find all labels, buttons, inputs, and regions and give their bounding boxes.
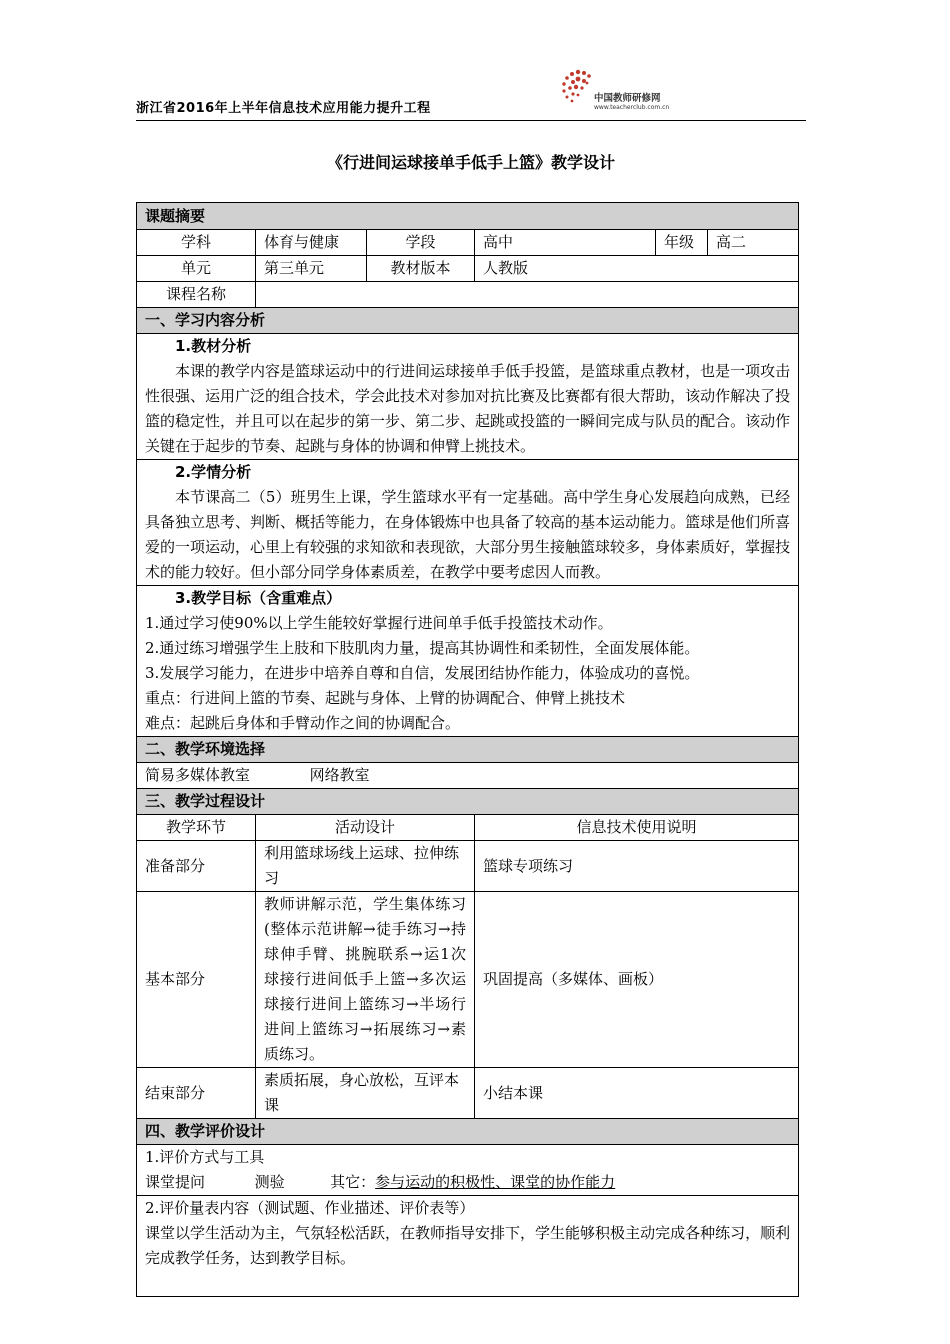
method-test: 测验 [254,1173,285,1191]
section3-heading: 三、教学过程设计 [137,789,799,815]
process-col-activity: 活动设计 [256,815,475,841]
grade-value: 高二 [708,230,799,256]
stage-label: 学段 [367,230,475,256]
logo-dots-icon [561,68,595,108]
goal-item: 3.发展学习能力，在进步中培养自尊和自信，发展团结协作能力，体验成功的喜悦。 [145,664,700,682]
goals-row [137,586,799,737]
page-header [136,68,806,121]
document-title: 《行进间运球接单手低手上篮》教学设计 [326,153,615,172]
stage-value: 高中 [475,230,656,256]
textbook-analysis-text: 本课的教学内容是篮球运动中的行进间运球接单手低手投篮，是篮球重点教材，也是一项攻击性很强、运用广泛的组合技术，学会此技术对参加对抗比赛及比赛都有很大帮助，该动作解决了投篮的稳定性，并且可以在起步的第一步、第二步、起跳或投篮的一瞬间完成与队员的配合。该动作关键在于起步的节奏、起跳与身体的协调和伸臂上挑技术。 [145,362,791,455]
section4-heading-row [137,1119,799,1145]
edition-label: 教材版本 [367,256,475,282]
method-other-value: 参与运动的积极性、课堂的协作能力 [375,1173,616,1191]
site-logo [561,68,711,118]
environment-option-2: 网络教室 [309,766,370,784]
process-row-end [137,1068,799,1119]
textbook-analysis-cell [137,334,799,460]
section2-heading: 二、教学环境选择 [137,737,799,763]
student-analysis-title: 2.学情分析 [175,463,252,481]
unit-label: 单元 [137,256,256,282]
goal-item: 2.通过练习增强学生上肢和下肢肌肉力量，提高其协调性和柔韧性，全面发展体能。 [145,639,700,657]
section2-heading-row [137,737,799,763]
process-header-row [137,815,799,841]
process-row-prep [137,841,799,892]
process-col-stage: 教学环节 [137,815,256,841]
process-stage: 基本部分 [137,892,256,1068]
process-stage: 结束部分 [137,1068,256,1119]
student-analysis-text: 本节课高二（5）班男生上课，学生篮球水平有一定基础。高中学生身心发展趋向成熟，已经具备独立思考、判断、概括等能力，在身体锻炼中也具备了较高的基本运动能力。篮球是他们所喜爱的一项运动，心里上有较强的求知欲和表现欲，大部分男生接触篮球较多，身体素质好，掌握技术的能力较好。但小部分同学身体素质差，在教学中要考虑因人而教。 [145,488,791,581]
evaluation-methods-row [137,1145,799,1196]
evaluation-methods-title: 1.评价方式与工具 [145,1148,265,1166]
process-row-basic [137,892,799,1068]
course-value [256,282,799,308]
process-stage: 准备部分 [137,841,256,892]
environment-row [137,763,799,789]
textbook-analysis-row [137,334,799,460]
edition-value: 人教版 [475,256,799,282]
process-activity: 素质拓展，身心放松，互评本课 [256,1068,475,1119]
goals-title: 3.教学目标（含重难点） [175,589,342,607]
section1-heading: 一、学习内容分析 [137,308,799,334]
process-activity: 教师讲解示范，学生集体练习(整体示范讲解→徒手练习→持球伸手臂、挑腕联系→运1次球接行进间低手上篮→多次运球接行进间上篮练习→半场行进间上篮练习→拓展练习→素质练习。 [256,892,475,1068]
process-it: 篮球专项练习 [475,841,799,892]
goals-cell [137,586,799,737]
evaluation-methods-list [145,1170,790,1195]
summary-row-3 [137,282,799,308]
section3-heading-row [137,789,799,815]
textbook-analysis-title: 1.教材分析 [175,337,252,355]
process-it: 巩固提高（多媒体、画板） [475,892,799,1068]
goal-item: 1.通过学习使90%以上学生能较好掌握行进间单手低手投篮技术动作。 [145,614,613,632]
evaluation-content-cell [137,1196,799,1297]
process-activity: 利用篮球场线上运球、拉伸练习 [256,841,475,892]
summary-heading-row [137,203,799,230]
evaluation-methods-cell [137,1145,799,1196]
subject-value: 体育与健康 [256,230,367,256]
process-it: 小结本课 [475,1068,799,1119]
evaluation-content-title: 2.评价量表内容（测试题、作业描述、评价表等） [145,1199,475,1217]
evaluation-content-row [137,1196,799,1297]
section1-heading-row [137,308,799,334]
lesson-plan-table [136,202,799,1297]
process-col-it: 信息技术使用说明 [475,815,799,841]
logo-url: www.teacherclub.com.cn [594,104,670,111]
summary-heading: 课题摘要 [137,203,799,230]
course-label: 课程名称 [137,282,256,308]
environment-option-1: 简易多媒体教室 [145,766,251,784]
student-analysis-cell [137,460,799,586]
subject-label: 学科 [137,230,256,256]
environment-cell [137,763,799,789]
key-point: 重点：行进间上篮的节奏、起跳与身体、上臂的协调配合、伸臂上挑技术 [145,689,626,707]
difficult-point: 难点：起跳后身体和手臂动作之间的协调配合。 [145,714,461,732]
unit-value: 第三单元 [256,256,367,282]
summary-row-1 [137,230,799,256]
method-questioning: 课堂提问 [145,1173,206,1191]
header-title: 浙江省2016年上半年信息技术应用能力提升工程 [136,101,431,116]
evaluation-content-text: 课堂以学生活动为主，气氛轻松活跃，在教师指导安排下，学生能够积极主动完成各种练习，顺利完成教学任务，达到教学目标。 [145,1224,791,1267]
grade-label: 年级 [656,230,708,256]
summary-row-2 [137,256,799,282]
section4-heading: 四、教学评价设计 [137,1119,799,1145]
logo-name: 中国教师研修网 [594,93,661,104]
student-analysis-row [137,460,799,586]
method-other-label: 其它： [330,1173,376,1191]
